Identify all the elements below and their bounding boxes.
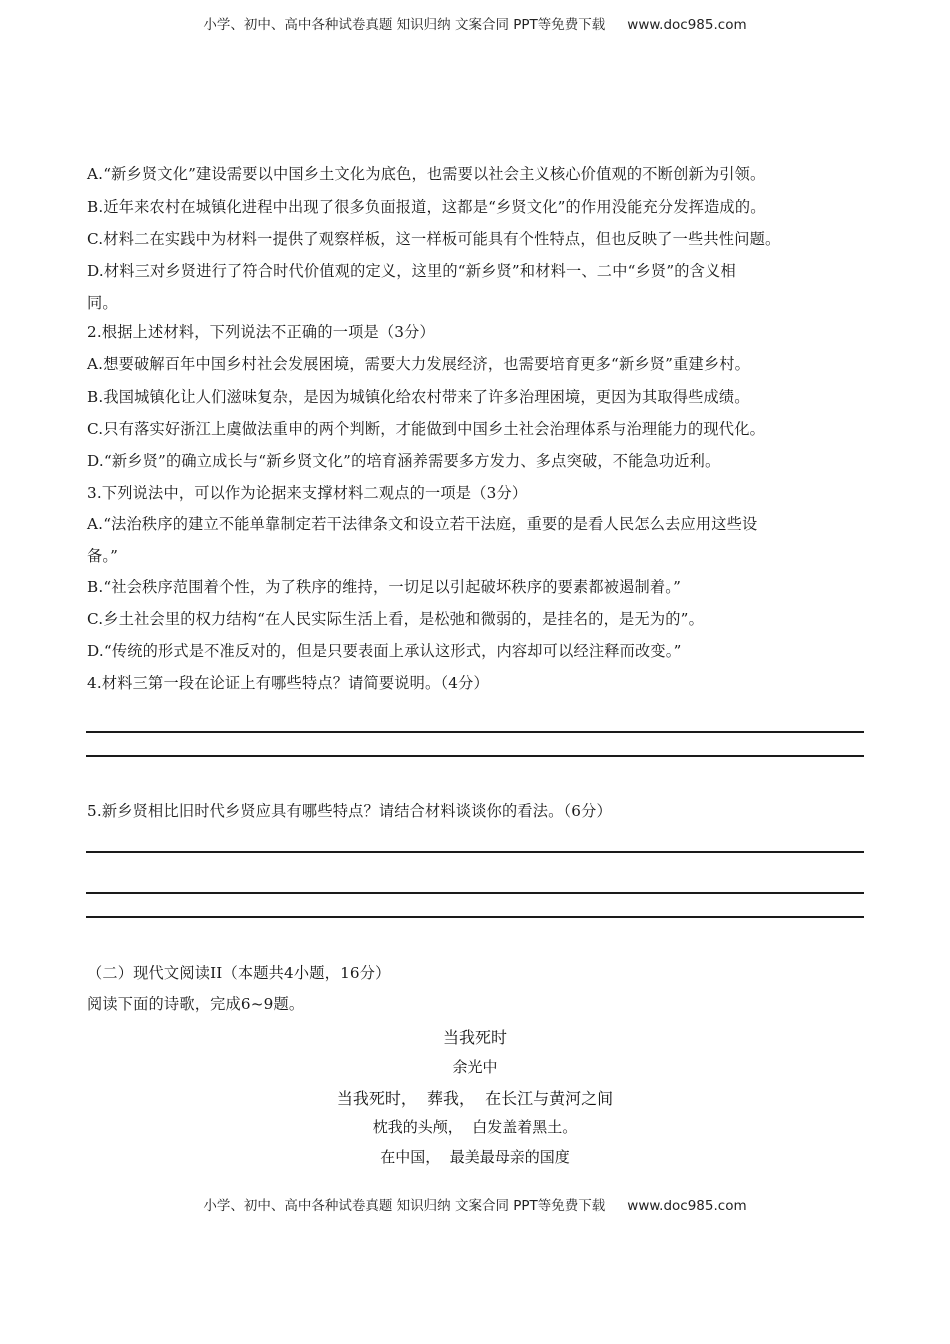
page-header: [0, 13, 950, 33]
header-site-link[interactable]: www.doc985.com: [627, 17, 747, 33]
q2-stem: 2.根据上述材料，下列说法不正确的一项是（3分）: [87, 323, 435, 341]
q2-option-a: A.想要破解百年中国乡村社会发展困境，需要大力发展经济，也需要培育更多“新乡贤”重建乡村。: [87, 355, 751, 373]
section-instruction: 阅读下面的诗歌，完成6~9题。: [87, 995, 305, 1013]
q3-option-a: A.“法治秩序的建立不能单靠制定若干法律条文和设立若干法庭，重要的是看人民怎么去应用这些设: [87, 515, 758, 533]
q4-answer-line-2[interactable]: [86, 755, 864, 757]
page-footer: [0, 1194, 950, 1214]
q5-answer-line-2[interactable]: [86, 892, 864, 894]
q1-option-a: A.“新乡贤文化”建设需要以中国乡土文化为底色，也需要以社会主义核心价值观的不断创新为引领。: [87, 165, 766, 183]
section-title: （二）现代文阅读II（本题共4小题，16分）: [87, 964, 391, 982]
q1-option-c: C.材料二在实践中为材料一提供了观察样板，这一样板可能具有个性特点，但也反映了一些共性问题。: [87, 230, 781, 248]
q3-option-c: C.乡土社会里的权力结构“在人民实际生活上看，是松弛和微弱的，是挂名的，是无为的”。: [87, 610, 704, 628]
q1-option-d-cont: 同。: [87, 294, 118, 312]
q1-option-b: B.近年来农村在城镇化进程中出现了很多负面报道，这都是“乡贤文化”的作用没能充分发挥造成的。: [87, 198, 766, 216]
q3-option-d: D.“传统的形式是不准反对的，但是只要表面上承认这形式，内容却可以经注释而改变。”: [87, 642, 682, 660]
q4-answer-line-1[interactable]: [86, 731, 864, 733]
poem-line-3: 在中国， 最美最母亲的国度: [380, 1148, 570, 1166]
q3-option-a-cont: 备。”: [87, 547, 119, 565]
poem-author: 余光中: [452, 1058, 498, 1076]
q2-option-b: B.我国城镇化让人们滋味复杂，是因为城镇化给农村带来了许多治理困境，更因为其取得些成绩。: [87, 388, 750, 406]
q1-option-d: D.材料三对乡贤进行了符合时代价值观的定义，这里的“新乡贤”和材料一、二中“乡贤”的含义相: [87, 262, 736, 280]
q3-stem: 3.下列说法中，可以作为论据来支撑材料二观点的一项是（3分）: [87, 484, 528, 502]
q4-stem: 4.材料三第一段在论证上有哪些特点？请简要说明。（4分）: [87, 674, 489, 692]
q2-option-d: D.“新乡贤”的确立成长与“新乡贤文化”的培育涵养需要多方发力、多点突破，不能急功近利。: [87, 452, 721, 470]
header-text: 小学、初中、高中各种试卷真题 知识归纳 文案合同 PPT等免费下载: [203, 17, 606, 33]
footer-text: 小学、初中、高中各种试卷真题 知识归纳 文案合同 PPT等免费下载: [203, 1198, 606, 1214]
footer-site-link[interactable]: www.doc985.com: [627, 1198, 747, 1214]
q5-answer-line-3[interactable]: [86, 916, 864, 918]
poem-line-2: 枕我的头颅， 白发盖着黑土。: [372, 1118, 578, 1136]
poem-title: 当我死时: [442, 1028, 507, 1047]
q3-option-b: B.“社会秩序范围着个性，为了秩序的维持，一切足以引起破坏秩序的要素都被遏制着。”: [87, 578, 682, 596]
q5-answer-line-1[interactable]: [86, 851, 864, 853]
poem-line-1: 当我死时， 葬我， 在长江与黄河之间: [336, 1089, 614, 1108]
q5-stem: 5.新乡贤相比旧时代乡贤应具有哪些特点？请结合材料谈谈你的看法。（6分）: [87, 802, 612, 820]
q2-option-c: C.只有落实好浙江上虞做法重申的两个判断，才能做到中国乡土社会治理体系与治理能力的现代化。: [87, 420, 765, 438]
